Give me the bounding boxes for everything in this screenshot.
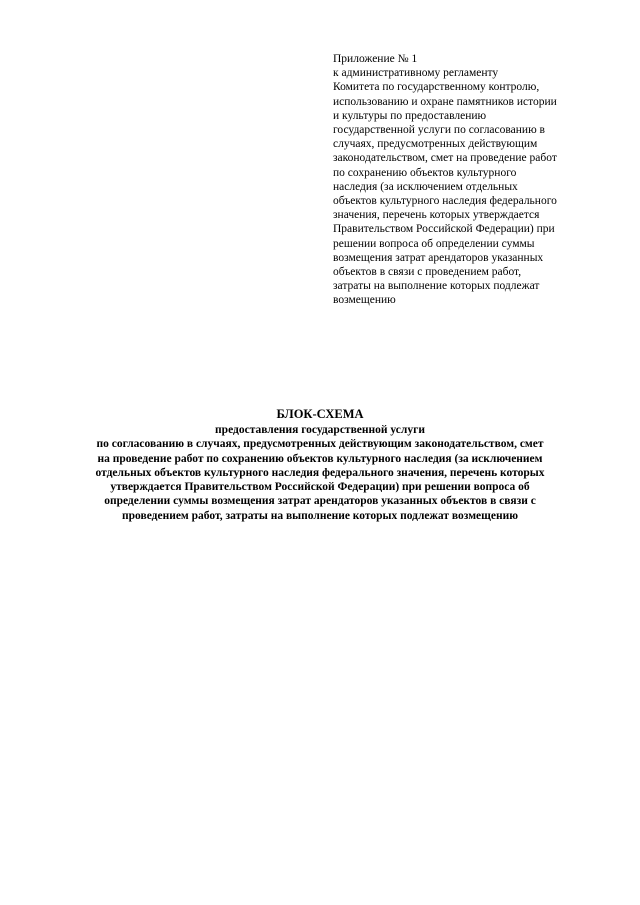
appendix-line: к административному регламенту: [333, 67, 499, 80]
appendix-line: значения, перечень которых утверждается: [333, 209, 540, 222]
title-line: проведением работ, затраты на выполнение которых подлежат возмещению: [122, 509, 518, 522]
appendix-line: государственной услуги по согласованию в: [333, 124, 545, 137]
title-line: утверждается Правительством Российской Федерации) при решении вопроса об: [110, 481, 530, 494]
appendix-line: использованию и охране памятников истории: [333, 95, 557, 108]
appendix-line: объектов в связи с проведением работ,: [333, 266, 522, 279]
appendix-line: и культуры по предоставлению: [333, 109, 487, 122]
title-line: отдельных объектов культурного наследия федерального значения, перечень которых: [95, 466, 545, 479]
document-heading: БЛОК-СХЕМА: [276, 407, 364, 421]
appendix-line: наследия (за исключением отдельных: [333, 180, 518, 193]
appendix-line: возмещению: [333, 294, 396, 307]
appendix-line: случаях, предусмотренных действующим: [333, 138, 538, 151]
appendix-line: законодательством, смет на проведение работ: [333, 152, 557, 165]
appendix-note: [333, 52, 603, 308]
appendix-line: объектов культурного наследия федерального: [333, 195, 557, 208]
appendix-line: Правительством Российской Федерации) при: [333, 223, 555, 236]
flowchart-title-block: [40, 407, 600, 523]
title-line: по согласованию в случаях, предусмотренных действующим законодательством, смет: [96, 438, 544, 451]
appendix-line: решении вопроса об определении суммы: [333, 237, 535, 250]
title-line: предоставления государственной услуги: [215, 424, 425, 436]
title-line: на проведение работ по сохранению объектов культурного наследия (за исключением: [97, 452, 543, 465]
appendix-line: Приложение № 1: [333, 53, 418, 65]
appendix-line: возмещения затрат арендаторов указанных: [333, 251, 544, 264]
appendix-line: по сохранению объектов культурного: [333, 166, 517, 179]
title-line: определении суммы возмещения затрат арендаторов указанных объектов в связи с: [104, 495, 536, 508]
appendix-line: затраты на выполнение которых подлежат: [333, 280, 540, 293]
appendix-line: Комитета по государственному контролю,: [333, 81, 540, 94]
